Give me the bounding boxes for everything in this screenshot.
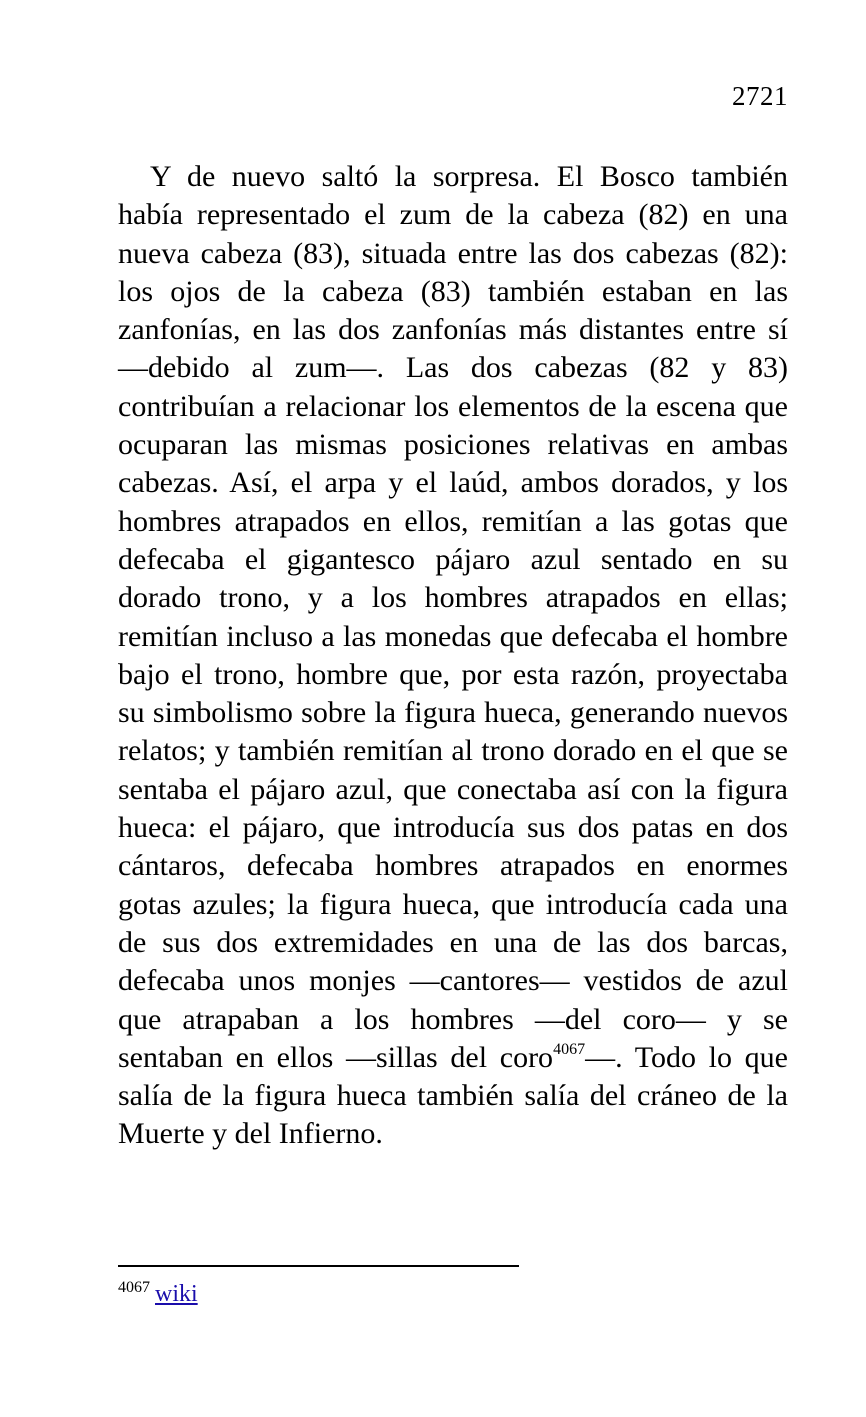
body-paragraph [118, 158, 788, 1154]
page-number: 2721 [732, 81, 788, 111]
footnote-mark: 4067 [118, 1279, 150, 1296]
footnote [118, 1280, 198, 1308]
paragraph-text-end: —. Todo lo que salía de la figura hueca también salía del cráneo de la Muerte y del Infierno. [118, 1040, 788, 1151]
footnote-wiki-link[interactable]: wiki [155, 1281, 198, 1307]
paragraph-text: Y de nuevo saltó la sorpresa. El Bosco también había representado el zum de la cabeza (82) en una nueva cabeza (83), situada entre las dos cabezas (82): los ojos de la cabeza (83) también estaban en las zanfonías, en las dos zanfonías más distantes entre sí —debido al zum—. Las dos cabezas (82 y 83) contribuían a relacionar los elementos de la escena que ocuparan las mismas posiciones relativas en ambas cabezas. Así, el arpa y el laúd, ambos dorados, y los hombres atrapados en ellos, remitían a las gotas que defecaba el gigantesco pájaro azul sentado en su dorado trono, y a los hombres atrapados en ellas; remitían incluso a las monedas que defecaba el hombre bajo el trono, hombre que, por esta razón, proyectaba su simbolismo sobre la figura hueca, generando nuevos relatos; y también remitían al trono dorado en el que se sentaba el pájaro azul, que conectaba así con la figura hueca: el pájaro, que introducía sus dos patas en dos cántaros, defecaba hombres atrapados en enormes gotas azules; la figura hueca, que introducía cada una de sus dos extremidades en una de las dos barcas, defecaba unos monjes —cantores— vestidos de azul que atrapaban a los hombres —del coro— y se sentaban en ellos —sillas del coro [118, 160, 788, 1074]
footnote-reference[interactable]: 4067 [553, 1040, 586, 1058]
footnote-separator [118, 1265, 519, 1267]
